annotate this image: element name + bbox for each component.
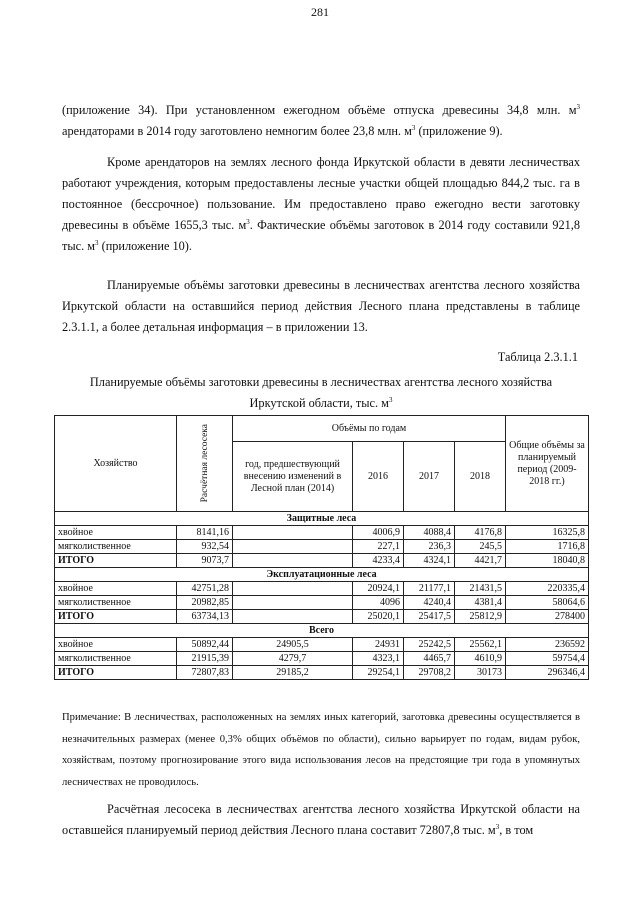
table-row: хвойное 8141,16 4006,9 4088,4 4176,8 16325,8 <box>55 526 589 540</box>
header-total: Общие объёмы за планируемый период (2009-2018 гг.) <box>506 416 589 512</box>
table-row: мягколиственное 932,54 227,1 236,3 245,5 1716,8 <box>55 540 589 554</box>
table-row: хвойное 50892,44 24905,5 24931 25242,5 25562,1 236592 <box>55 638 589 652</box>
table-row-total: ИТОГО 63734,13 25020,1 25417,5 25812,9 278400 <box>55 610 589 624</box>
header-prev-year: год, предшествующий внесению изменений в Лесной план (2014) <box>233 442 353 512</box>
header-2018: 2018 <box>455 442 506 512</box>
header-2017: 2017 <box>404 442 455 512</box>
table-title: Планируемые объёмы заготовки древесины в лесничествах агентства лесного хозяйства Иркутской области, тыс. $м^3$ <box>89 375 553 410</box>
page-number: 281 <box>311 5 329 19</box>
paragraph-1: (приложение 34). При установленном ежегодном объёме отпуска древесины 34,8 млн. $м^3$ арендаторами в 2014 году заготовлено немногим более 23,8 млн. $м^3$ (приложение 9). <box>62 102 580 138</box>
table-row: хвойное 42751,28 20924,1 21177,1 21431,5 220335,4 <box>55 582 589 596</box>
table-row: мягколиственное 20982,85 4096 4240,4 4381,4 58064,6 <box>55 596 589 610</box>
table-row-total: ИТОГО 72807,83 29185,2 29254,1 29708,2 30173 296346,4 <box>55 666 589 680</box>
header-allowable-cut: Расчётная лесосека <box>177 416 233 512</box>
paragraph-3: Планируемые объёмы заготовки древесины в лесничествах агентства лесного хозяйства Иркутской области на оставшийся период действия Лесного плана представлены в таблице 2.3.1.1, а более детальная информация – в приложении 13. <box>62 278 580 334</box>
section-exploitation: Эксплуатационные леса <box>55 568 589 582</box>
paragraph-2: Кроме арендаторов на землях лесного фонда Иркутской области в девяти лесничествах работают учреждения, которым предоставлены лесные участки общей площадью 844,2 тыс. га в постоянное (бессрочное) пользование. Им предоставлено право ежегодно вести заготовку древесины в объёме 1655,3 тыс. $м^3$. Фактические объёмы заготовок в 2014 году составили 921,8 тыс. $м^3$ (приложение 10). <box>62 155 580 253</box>
harvest-volume-table <box>54 415 589 680</box>
header-2016: 2016 <box>353 442 404 512</box>
paragraph-4: Расчётная лесосека в лесничествах агентства лесного хозяйства Иркутской области на оставшейся планируемый период действия Лесного плана составит 72807,8 тыс. $м^3$, в том <box>62 802 580 837</box>
header-farm: Хозяйство <box>55 416 177 512</box>
table-row-total: ИТОГО 9073,7 4233,4 4324,1 4421,7 18040,8 <box>55 554 589 568</box>
table-note: Примечание: В лесничествах, расположенных на землях иных категорий, заготовка древесины осуществляется в незначительных размерах (менее 0,3% общих объёмов по области), сильно варьирует по годам, видам рубок, хозяйствам, поэтому прогнозирование этого вида использования лесов на предстоящие три года в упомянутых лесничествах не проводилось. <box>62 712 580 788</box>
header-volumes-by-year: Объёмы по годам <box>233 416 506 442</box>
section-all: Всего <box>55 624 589 638</box>
section-protective: Защитные леса <box>55 512 589 526</box>
table-row: мягколиственное 21915,39 4279,7 4323,1 4465,7 4610,9 59754,4 <box>55 652 589 666</box>
table-caption: Таблица 2.3.1.1 <box>497 350 578 364</box>
